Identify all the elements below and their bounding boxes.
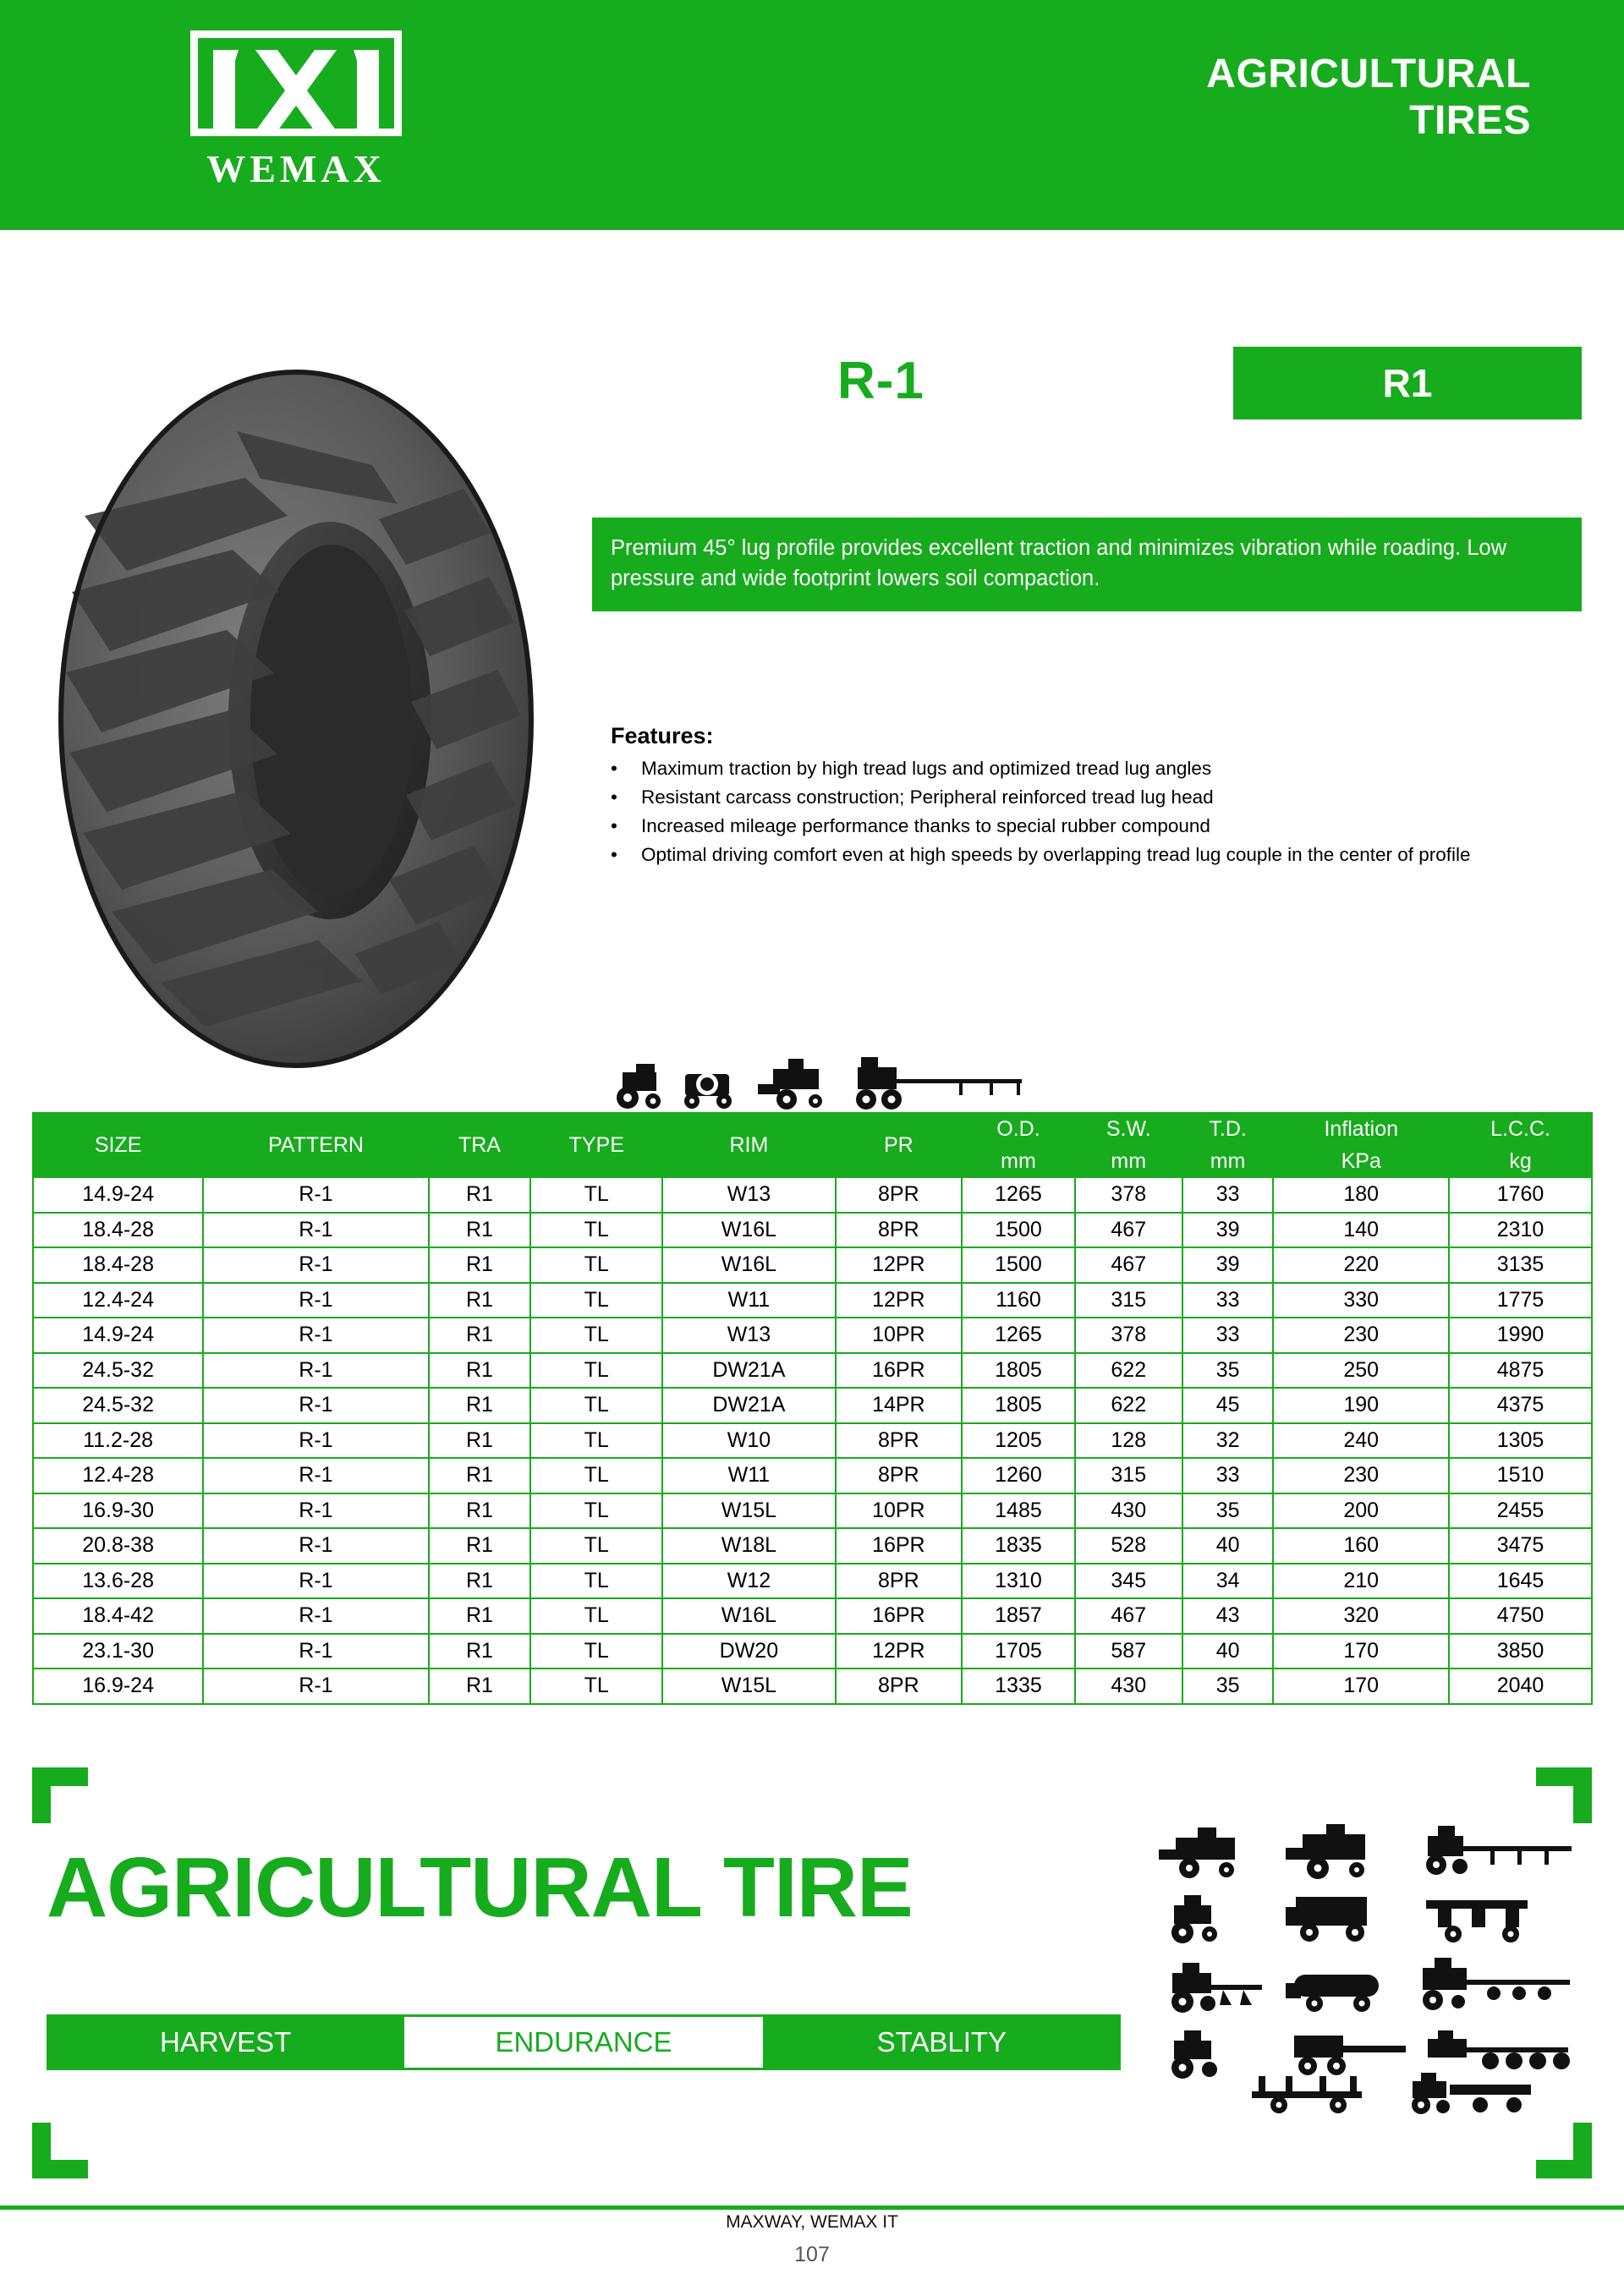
cell-rim: DW20 <box>662 1634 835 1669</box>
cell-lcc: 2040 <box>1449 1669 1592 1704</box>
table-row <box>33 1669 1592 1704</box>
cell-sw: 528 <box>1075 1528 1182 1564</box>
cell-td: 33 <box>1182 1283 1274 1318</box>
list-item <box>611 841 1592 869</box>
cell-inflation: 210 <box>1273 1564 1449 1599</box>
cell-lcc: 4875 <box>1449 1353 1592 1389</box>
cell-rim: W12 <box>662 1564 835 1599</box>
cell-sw: 378 <box>1075 1318 1182 1353</box>
tag-endurance: ENDURANCE <box>404 2014 762 2070</box>
cell-tra: R1 <box>429 1458 531 1493</box>
cell-sw: 128 <box>1075 1423 1182 1459</box>
cell-size: 20.8-38 <box>33 1528 203 1564</box>
cell-td: 39 <box>1182 1247 1274 1283</box>
cell-lcc: 3135 <box>1449 1247 1592 1283</box>
unit-sw: mm <box>1075 1145 1182 1177</box>
cell-size: 24.5-32 <box>33 1388 203 1423</box>
col-inflation: Inflation <box>1273 1113 1449 1145</box>
cell-type: TL <box>530 1493 662 1529</box>
cell-inflation: 320 <box>1273 1598 1449 1634</box>
cell-rim: W10 <box>662 1423 835 1459</box>
cell-rim: W11 <box>662 1458 835 1493</box>
tractor-small-icon <box>1171 2030 1217 2079</box>
corner-bracket-top-right <box>1536 1767 1592 1823</box>
cell-lcc: 4750 <box>1449 1598 1592 1634</box>
table-row <box>33 1388 1592 1423</box>
cell-pr: 8PR <box>836 1669 963 1704</box>
cell-rim: W18L <box>662 1528 835 1564</box>
cell-rim: W13 <box>662 1318 835 1353</box>
cell-size: 11.2-28 <box>33 1423 203 1459</box>
tractor-with-seeder-icon <box>1426 1826 1572 1875</box>
tractor-plow-icon <box>1171 1963 1262 2013</box>
cell-size: 12.4-24 <box>33 1283 203 1318</box>
cell-td: 33 <box>1182 1177 1274 1213</box>
cell-inflation: 330 <box>1273 1283 1449 1318</box>
cell-size: 18.4-28 <box>33 1213 203 1248</box>
tire-photo <box>34 338 592 1099</box>
cell-size: 16.9-24 <box>33 1669 203 1704</box>
cell-size: 14.9-24 <box>33 1177 203 1213</box>
cell-od: 1705 <box>962 1634 1075 1669</box>
table-header <box>33 1113 1592 1177</box>
cell-od: 1805 <box>962 1388 1075 1423</box>
list-item <box>611 784 1592 812</box>
cell-pr: 8PR <box>836 1423 963 1459</box>
cell-pattern: R-1 <box>203 1493 429 1529</box>
cell-td: 40 <box>1182 1634 1274 1669</box>
cell-pattern: R-1 <box>203 1564 429 1599</box>
cell-type: TL <box>530 1177 662 1213</box>
cell-inflation: 240 <box>1273 1423 1449 1459</box>
cell-od: 1310 <box>962 1564 1075 1599</box>
cell-size: 24.5-32 <box>33 1353 203 1389</box>
banner-title: AGRICULTURAL TIRE <box>47 1840 913 1935</box>
logo-x-icon <box>255 50 337 131</box>
cell-pr: 16PR <box>836 1353 963 1389</box>
col-type: TYPE <box>530 1113 662 1177</box>
table-row <box>33 1423 1592 1459</box>
cell-pattern: R-1 <box>203 1177 429 1213</box>
dump-truck-icon <box>1286 1897 1367 1942</box>
cell-rim: W16L <box>662 1213 835 1248</box>
cell-type: TL <box>530 1213 662 1248</box>
cell-sw: 622 <box>1075 1388 1182 1423</box>
tanker-icon <box>1286 1975 1379 2012</box>
model-badge: R1 <box>1233 347 1582 419</box>
cell-tra: R1 <box>429 1634 531 1669</box>
table-row <box>33 1634 1592 1669</box>
cell-size: 23.1-30 <box>33 1634 203 1669</box>
cell-pr: 10PR <box>836 1493 963 1529</box>
cell-sw: 622 <box>1075 1353 1182 1389</box>
cell-pr: 8PR <box>836 1177 963 1213</box>
cell-od: 1857 <box>962 1598 1075 1634</box>
cell-inflation: 140 <box>1273 1213 1449 1248</box>
cell-lcc: 3475 <box>1449 1528 1592 1564</box>
cell-type: TL <box>530 1528 662 1564</box>
cell-lcc: 2310 <box>1449 1213 1592 1248</box>
cell-td: 43 <box>1182 1598 1274 1634</box>
col-lcc: L.C.C. <box>1449 1113 1592 1145</box>
table-row <box>33 1247 1592 1283</box>
feature-text: Maximum traction by high tread lugs and optimized tread lug angles <box>641 758 1212 779</box>
table-row <box>33 1564 1592 1599</box>
tractor-icon <box>1171 1895 1217 1943</box>
model-name: R-1 <box>837 352 924 410</box>
cell-lcc: 4375 <box>1449 1388 1592 1423</box>
cell-pattern: R-1 <box>203 1353 429 1389</box>
col-size: SIZE <box>33 1113 203 1177</box>
cell-type: TL <box>530 1564 662 1599</box>
unit-td: mm <box>1182 1145 1274 1177</box>
cell-size: 16.9-30 <box>33 1493 203 1529</box>
cell-sw: 345 <box>1075 1564 1182 1599</box>
col-td: T.D. <box>1182 1113 1274 1145</box>
cell-pr: 16PR <box>836 1598 963 1634</box>
bullet-icon: • <box>611 843 617 865</box>
cell-td: 45 <box>1182 1388 1274 1423</box>
table-body <box>33 1177 1592 1704</box>
cell-td: 35 <box>1182 1353 1274 1389</box>
cell-pr: 10PR <box>836 1318 963 1353</box>
col-od: O.D. <box>962 1113 1075 1145</box>
cell-tra: R1 <box>429 1598 531 1634</box>
table-row <box>33 1283 1592 1318</box>
cell-inflation: 170 <box>1273 1634 1449 1669</box>
footer-text: MAXWAY, WEMAX IT <box>726 2212 898 2232</box>
table-row <box>33 1177 1592 1213</box>
cell-inflation: 160 <box>1273 1528 1449 1564</box>
cell-sw: 315 <box>1075 1458 1182 1493</box>
cell-size: 18.4-42 <box>33 1598 203 1634</box>
col-sw: S.W. <box>1075 1113 1182 1145</box>
cell-size: 13.6-28 <box>33 1564 203 1599</box>
disc-harrow-icon <box>1428 2030 1570 2069</box>
cell-type: TL <box>530 1283 662 1318</box>
cell-type: TL <box>530 1598 662 1634</box>
cell-type: TL <box>530 1353 662 1389</box>
cell-od: 1335 <box>962 1669 1075 1704</box>
cell-pr: 12PR <box>836 1634 963 1669</box>
mower-icon <box>1294 2036 1406 2075</box>
cell-size: 18.4-28 <box>33 1247 203 1283</box>
cell-sw: 430 <box>1075 1493 1182 1529</box>
table-row <box>33 1598 1592 1634</box>
sprayer-icon <box>856 1057 1022 1110</box>
cell-td: 33 <box>1182 1458 1274 1493</box>
cell-od: 1265 <box>962 1318 1075 1353</box>
cell-td: 34 <box>1182 1564 1274 1599</box>
cell-pr: 8PR <box>836 1213 963 1248</box>
cell-tra: R1 <box>429 1283 531 1318</box>
table-row <box>33 1528 1592 1564</box>
cell-lcc: 1510 <box>1449 1458 1592 1493</box>
tag-harvest: HARVEST <box>47 2014 404 2070</box>
cell-lcc: 1645 <box>1449 1564 1592 1599</box>
cell-lcc: 3850 <box>1449 1634 1592 1669</box>
cell-rim: W13 <box>662 1177 835 1213</box>
cell-tra: R1 <box>429 1213 531 1248</box>
list-item <box>611 813 1592 841</box>
cell-tra: R1 <box>429 1528 531 1564</box>
flatbed-trailer-icon <box>1252 2076 1362 2113</box>
cell-lcc: 1775 <box>1449 1283 1592 1318</box>
cell-rim: W16L <box>662 1598 835 1634</box>
cell-pr: 8PR <box>836 1564 963 1599</box>
harvester-icon <box>1159 1827 1235 1878</box>
cell-type: TL <box>530 1247 662 1283</box>
table-row <box>33 1458 1592 1493</box>
unit-inflation: KPa <box>1273 1145 1449 1177</box>
features-heading: Features: <box>611 723 714 748</box>
cell-inflation: 250 <box>1273 1353 1449 1389</box>
unit-lcc: kg <box>1449 1145 1592 1177</box>
list-item <box>611 755 1592 783</box>
cell-od: 1260 <box>962 1458 1075 1493</box>
cell-tra: R1 <box>429 1388 531 1423</box>
cell-pattern: R-1 <box>203 1669 429 1704</box>
combine-harvester-icon <box>758 1059 822 1110</box>
bullet-icon: • <box>611 758 617 779</box>
cell-sw: 467 <box>1075 1213 1182 1248</box>
cell-inflation: 200 <box>1273 1493 1449 1529</box>
page-header <box>0 0 1624 230</box>
cell-tra: R1 <box>429 1423 531 1459</box>
cell-od: 1205 <box>962 1423 1075 1459</box>
cell-td: 40 <box>1182 1528 1274 1564</box>
banner-tag-row <box>47 2014 1121 2070</box>
cell-sw: 587 <box>1075 1634 1182 1669</box>
baler-icon <box>684 1073 732 1109</box>
cell-tra: R1 <box>429 1318 531 1353</box>
cell-pattern: R-1 <box>203 1458 429 1493</box>
cell-pr: 14PR <box>836 1388 963 1423</box>
cell-td: 35 <box>1182 1669 1274 1704</box>
feature-text: Optimal driving comfort even at high speeds by overlapping tread lug couple in the center of profile <box>641 843 1471 865</box>
cell-pattern: R-1 <box>203 1598 429 1634</box>
cell-type: TL <box>530 1318 662 1353</box>
cell-td: 33 <box>1182 1318 1274 1353</box>
cell-pattern: R-1 <box>203 1247 429 1283</box>
col-pr: PR <box>836 1113 963 1177</box>
cell-tra: R1 <box>429 1564 531 1599</box>
col-pattern: PATTERN <box>203 1113 429 1177</box>
cell-od: 1500 <box>962 1213 1075 1248</box>
specification-table <box>32 1112 1593 1705</box>
unit-od: mm <box>962 1145 1075 1177</box>
col-tra: TRA <box>429 1113 531 1177</box>
logo-mark-icon <box>190 30 402 136</box>
cell-inflation: 170 <box>1273 1669 1449 1704</box>
cell-pattern: R-1 <box>203 1213 429 1248</box>
brand-name: WEMAX <box>206 147 386 190</box>
cell-od: 1805 <box>962 1353 1075 1389</box>
cell-td: 35 <box>1182 1493 1274 1529</box>
cell-lcc: 1990 <box>1449 1318 1592 1353</box>
cell-rim: W16L <box>662 1247 835 1283</box>
features-list <box>611 755 1592 869</box>
cell-inflation: 190 <box>1273 1388 1449 1423</box>
page-number: 107 <box>794 2243 830 2266</box>
cell-pattern: R-1 <box>203 1318 429 1353</box>
cell-inflation: 230 <box>1273 1458 1449 1493</box>
brand-logo <box>156 30 436 195</box>
cell-type: TL <box>530 1669 662 1704</box>
cell-type: TL <box>530 1634 662 1669</box>
cell-pr: 12PR <box>836 1247 963 1283</box>
application-machines-icons <box>607 1049 1047 1121</box>
cell-inflation: 180 <box>1273 1177 1449 1213</box>
cell-rim: W15L <box>662 1493 835 1529</box>
product-description: Premium 45° lug profile provides excellent traction and minimizes vibration while roading. Low pressure and wide footprint lowers soil compaction. <box>592 518 1582 611</box>
cell-td: 39 <box>1182 1213 1274 1248</box>
page-title-line2: TIRES <box>1409 98 1531 144</box>
cell-rim: W11 <box>662 1283 835 1318</box>
cell-od: 1485 <box>962 1493 1075 1529</box>
cell-lcc: 1305 <box>1449 1423 1592 1459</box>
cell-rim: DW21A <box>662 1353 835 1389</box>
cell-sw: 467 <box>1075 1247 1182 1283</box>
cell-rim: W15L <box>662 1669 835 1704</box>
corner-bracket-bottom-right <box>1536 2123 1592 2178</box>
tractor-trailer-icon <box>1412 2073 1531 2114</box>
cell-tra: R1 <box>429 1177 531 1213</box>
cell-type: TL <box>530 1388 662 1423</box>
machinery-silhouette-grid <box>1159 1822 1582 2118</box>
cell-od: 1500 <box>962 1247 1075 1283</box>
table-row <box>33 1493 1592 1529</box>
cell-type: TL <box>530 1458 662 1493</box>
table-row <box>33 1213 1592 1248</box>
feature-text: Increased mileage performance thanks to special rubber compound <box>641 814 1210 836</box>
bullet-icon: • <box>611 786 617 808</box>
trailer-icon <box>1426 1900 1528 1943</box>
feature-text: Resistant carcass construction; Peripheral reinforced tread lug head <box>641 786 1214 808</box>
page-title <box>1206 51 1531 144</box>
cell-inflation: 220 <box>1273 1247 1449 1283</box>
cell-pattern: R-1 <box>203 1388 429 1423</box>
cell-sw: 467 <box>1075 1598 1182 1634</box>
cell-pattern: R-1 <box>203 1423 429 1459</box>
cell-sw: 430 <box>1075 1669 1182 1704</box>
cell-pattern: R-1 <box>203 1528 429 1564</box>
cell-od: 1160 <box>962 1283 1075 1318</box>
cell-pattern: R-1 <box>203 1283 429 1318</box>
cell-pr: 8PR <box>836 1458 963 1493</box>
cell-pr: 16PR <box>836 1528 963 1564</box>
corner-bracket-top-left <box>32 1767 88 1823</box>
cell-tra: R1 <box>429 1353 531 1389</box>
page-title-line1: AGRICULTURAL <box>1206 52 1531 96</box>
cell-pr: 12PR <box>836 1283 963 1318</box>
cell-od: 1835 <box>962 1528 1075 1564</box>
cell-size: 14.9-24 <box>33 1318 203 1353</box>
cell-lcc: 2455 <box>1449 1493 1592 1529</box>
col-rim: RIM <box>662 1113 835 1177</box>
cell-od: 1265 <box>962 1177 1075 1213</box>
cell-td: 32 <box>1182 1423 1274 1459</box>
cell-sw: 315 <box>1075 1283 1182 1318</box>
bullet-icon: • <box>611 814 617 836</box>
corner-bracket-bottom-left <box>32 2123 88 2178</box>
cell-tra: R1 <box>429 1247 531 1283</box>
table-row <box>33 1318 1592 1353</box>
cell-type: TL <box>530 1423 662 1459</box>
cell-tra: R1 <box>429 1669 531 1704</box>
tag-stability: STABLITY <box>763 2014 1121 2070</box>
table-row <box>33 1353 1592 1389</box>
cell-lcc: 1760 <box>1449 1177 1592 1213</box>
cell-tra: R1 <box>429 1493 531 1529</box>
cell-size: 12.4-28 <box>33 1458 203 1493</box>
footer-divider <box>0 2206 1624 2210</box>
cell-sw: 378 <box>1075 1177 1182 1213</box>
combine-icon <box>1286 1824 1365 1879</box>
cell-inflation: 230 <box>1273 1318 1449 1353</box>
seed-drill-icon <box>1423 1958 1570 2010</box>
cell-rim: DW21A <box>662 1388 835 1423</box>
cell-pattern: R-1 <box>203 1634 429 1669</box>
tractor-icon <box>617 1064 661 1109</box>
